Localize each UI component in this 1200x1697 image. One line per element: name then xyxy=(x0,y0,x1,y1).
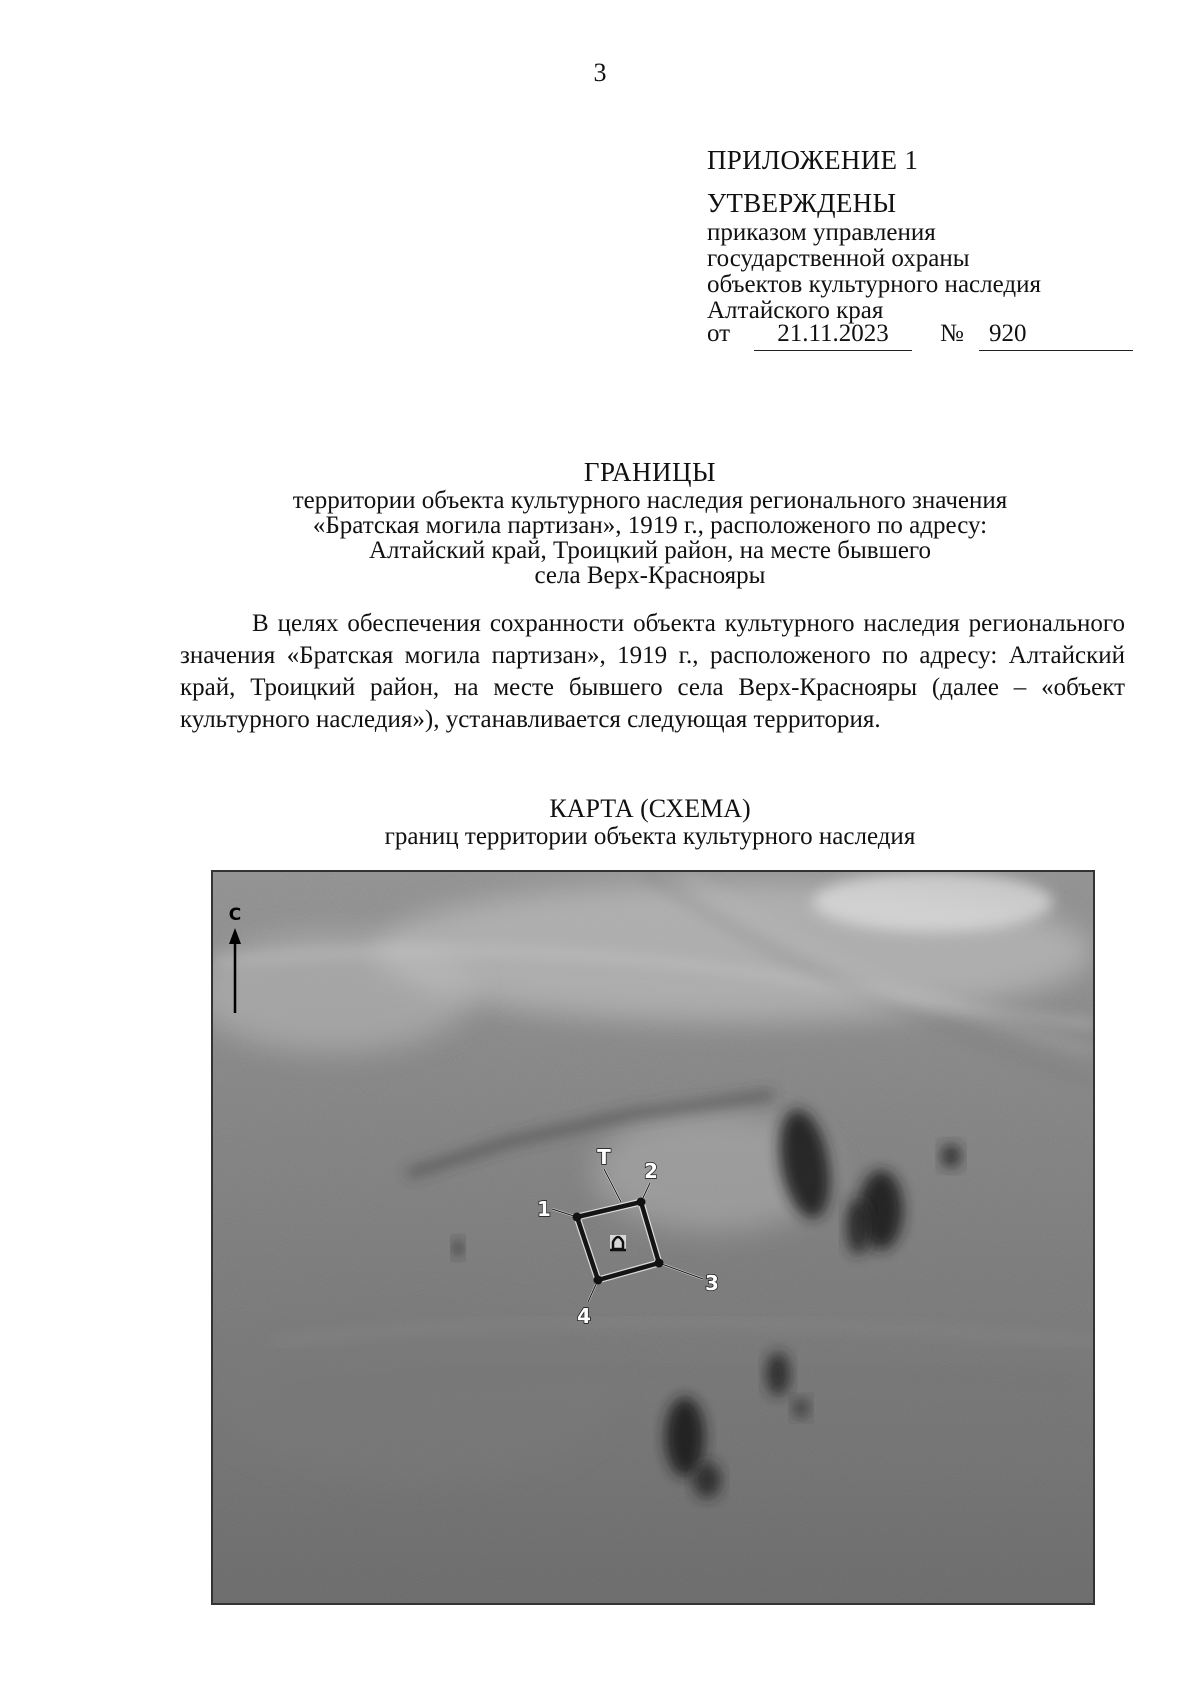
heading-subtitle-line: Алтайский край, Троицкий район, на месте бывшего xyxy=(368,537,932,564)
boundary-point-1 xyxy=(573,1213,582,1222)
point-label-3: 3 xyxy=(705,1271,719,1295)
order-number-value: 920 xyxy=(989,320,1027,347)
map-canvas xyxy=(213,872,1093,1603)
number-prefix: № xyxy=(940,320,964,347)
point-label-2: 2 xyxy=(644,1159,658,1183)
appendix-label: ПРИЛОЖЕНИЕ 1 xyxy=(707,145,919,175)
document-heading xyxy=(150,456,1150,588)
order-row xyxy=(707,320,1137,354)
point-label-1: 1 xyxy=(537,1197,551,1221)
heading-title: ГРАНИЦЫ xyxy=(583,457,717,487)
boundary-point-4 xyxy=(594,1276,603,1285)
approved-label: УТВЕРЖДЕНЫ xyxy=(707,188,897,218)
date-prefix: от xyxy=(707,320,731,347)
approval-line: государственной охраны xyxy=(707,245,970,272)
order-number xyxy=(979,320,1133,351)
map-title: КАРТА (СХЕМА) xyxy=(549,794,751,823)
body-paragraph: В целях обеспечения сохранности объекта культурного наследия регионального значения «Братская могила партизан», 1919 г., расположеного по адресу: Алтайский край, Троицкий район, на месте бывшего села Верх-Краснояры (далее – «объект культурного наследия»), устанавливается следующая территория. xyxy=(180,610,1125,733)
north-label: С xyxy=(228,905,242,925)
map-subtitle: границ территории объекта культурного наследия xyxy=(384,823,916,850)
heading-subtitle-line: «Братская могила партизан», 1919 г., расположеного по адресу: xyxy=(312,512,988,539)
boundary-point-2 xyxy=(637,1198,646,1207)
approval-line: объектов культурного наследия xyxy=(707,271,1041,298)
aerial-map xyxy=(211,870,1095,1605)
page-number: 3 xyxy=(593,58,607,87)
monument-icon xyxy=(610,1235,626,1251)
approval-text xyxy=(707,220,1041,324)
heading-subtitle-line: территории объекта культурного наследия регионального значения xyxy=(292,487,1008,514)
boundary-point-3 xyxy=(655,1259,664,1268)
order-date: 21.11.2023 xyxy=(754,320,912,351)
map-heading xyxy=(150,794,1150,850)
point-label-t: Т xyxy=(597,1145,611,1169)
approval-line: Алтайского края xyxy=(707,297,884,324)
heading-subtitle-line: села Верх-Краснояры xyxy=(534,562,766,589)
point-label-4: 4 xyxy=(577,1304,591,1328)
approval-line: приказом управления xyxy=(707,219,936,246)
